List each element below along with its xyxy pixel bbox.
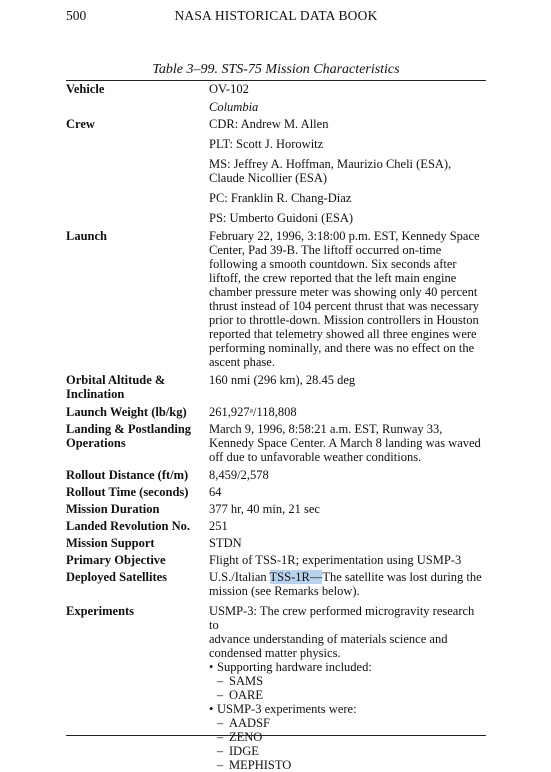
table-title: Table 3–99. STS-75 Mission Characteristics — [152, 62, 400, 77]
crew-ms-cont: Claude Nicollier (ESA) — [209, 171, 328, 185]
table-row-support — [66, 536, 486, 550]
crew-ps: PS: Umberto Guidoni (ESA) — [209, 211, 354, 225]
mission-table — [66, 82, 486, 772]
table-row-objective — [66, 553, 486, 567]
text-line: off due to unfavorable weather conditions. — [209, 450, 422, 464]
text-line: mission (see Remarks below). — [209, 584, 360, 598]
list-item — [209, 758, 486, 772]
running-header — [66, 8, 486, 28]
table-row-rollout-time — [66, 485, 486, 499]
label-line: Orbital Altitude & — [66, 373, 166, 387]
text-line: February 22, 1996, 3:18:00 p.m. EST, Kennedy Space — [209, 229, 480, 243]
label-line: Inclination — [66, 387, 125, 401]
table-row-launch — [66, 229, 486, 369]
crew-pc: PC: Franklin R. Chang-Diaz — [209, 191, 352, 205]
bullet-icon: • — [209, 660, 214, 674]
table-row-revolution — [66, 519, 486, 533]
table-top-rule — [66, 80, 486, 81]
list-item-text: MEPHISTO — [229, 758, 292, 772]
list-item-text: ZENO — [229, 730, 263, 744]
row-label: Mission Support — [66, 536, 155, 550]
dash-icon: – — [217, 688, 224, 702]
list-item-text: IDGE — [229, 744, 259, 758]
text-line: following a smooth countdown. Six seconds after — [209, 257, 457, 271]
row-value — [209, 422, 486, 464]
row-value — [209, 229, 486, 369]
table-row-vehicle — [66, 82, 486, 114]
row-label: Experiments — [66, 604, 135, 618]
crew-plt: PLT: Scott J. Horowitz — [209, 137, 324, 151]
text-line: advance understanding of materials science and — [209, 632, 448, 646]
text-line: Center, Pad 39-B. The liftoff occurred on-time — [209, 243, 442, 257]
text-line: ascent phase. — [209, 355, 275, 369]
list-item — [209, 730, 486, 744]
table-row-landing — [66, 422, 486, 464]
dash-icon: – — [217, 730, 224, 744]
list-item — [209, 744, 486, 758]
table-row-launch-weight — [66, 405, 486, 419]
row-label: Vehicle — [66, 82, 105, 96]
row-value — [209, 117, 486, 225]
row-label: Landed Revolution No. — [66, 519, 190, 533]
page-number: 500 — [66, 8, 87, 23]
row-value: 160 nmi (296 km), 28.45 deg — [209, 373, 356, 387]
row-value: 261,927ᵃ/118,808 — [209, 405, 297, 419]
row-value — [209, 82, 486, 114]
text-line: March 9, 1996, 8:58:21 a.m. EST, Runway 33, — [209, 422, 443, 436]
table-row-satellites — [66, 570, 486, 598]
table-row-experiments — [66, 604, 486, 772]
text-line: prior to throttle-down. Mission controllers in Houston — [209, 313, 479, 327]
dash-icon: – — [217, 758, 224, 772]
list-item — [209, 702, 486, 716]
row-value: 251 — [209, 519, 228, 533]
row-label — [66, 373, 209, 401]
dash-icon: – — [217, 744, 224, 758]
row-value: 8,459/2,578 — [209, 468, 269, 482]
row-label: Launch — [66, 229, 107, 243]
row-value — [209, 604, 486, 772]
row-value: 64 — [209, 485, 222, 499]
dash-icon: – — [217, 674, 224, 688]
crew-cdr: CDR: Andrew M. Allen — [209, 117, 329, 131]
vehicle-id: OV-102 — [209, 82, 249, 96]
table-row-duration — [66, 502, 486, 516]
row-label: Launch Weight (lb/kg) — [66, 405, 187, 419]
vehicle-name: Columbia — [209, 100, 259, 114]
text-line: chamber pressure meter was showing only 40 percent — [209, 285, 478, 299]
row-value: Flight of TSS-1R; experimentation using USMP-3 — [209, 553, 462, 567]
table-bottom-rule — [66, 735, 486, 736]
text-line: performing nominally, and there was no effect on the — [209, 341, 475, 355]
list-item-text: OARE — [229, 688, 264, 702]
list-item — [209, 688, 486, 702]
highlighted-text[interactable]: TSS-1R— — [269, 570, 323, 584]
dash-icon: – — [217, 716, 224, 730]
table-row-crew — [66, 117, 486, 225]
crew-ms: MS: Jeffrey A. Hoffman, Maurizio Cheli (ESA), — [209, 157, 452, 171]
row-value: 377 hr, 40 min, 21 sec — [209, 502, 320, 516]
text-line — [209, 570, 486, 584]
bullet-icon: • — [209, 702, 214, 716]
list-heading: USMP-3 experiments were: — [217, 702, 357, 716]
table-row-rollout-distance — [66, 468, 486, 482]
list-item — [209, 674, 486, 688]
row-value — [209, 570, 486, 598]
row-label: Deployed Satellites — [66, 570, 168, 584]
list-item — [209, 716, 486, 730]
label-line: Landing & Postlanding — [66, 422, 192, 436]
text-span: U.S./Italian — [209, 570, 270, 584]
list-item-text: SAMS — [229, 674, 264, 688]
text-line: thrust instead of 104 percent thrust that was necessary — [209, 299, 480, 313]
list-heading: Supporting hardware included: — [217, 660, 372, 674]
list-item — [209, 660, 486, 674]
row-value: STDN — [209, 536, 242, 550]
text-line: Kennedy Space Center. A March 8 landing was waved — [209, 436, 481, 450]
row-label: Primary Objective — [66, 553, 166, 567]
text-span: The satellite was lost during the — [322, 570, 482, 584]
label-line: Operations — [66, 436, 126, 450]
row-label — [66, 422, 209, 464]
row-label: Crew — [66, 117, 95, 131]
list-item-text: AADSF — [229, 716, 270, 730]
text-line: reported that telemetry showed all three engines were — [209, 327, 477, 341]
text-line: condensed matter physics. — [209, 646, 341, 660]
table-row-orbit — [66, 373, 486, 401]
row-label: Rollout Time (seconds) — [66, 485, 189, 499]
row-label: Mission Duration — [66, 502, 160, 516]
text-line: liftoff, the crew reported that the left main engine — [209, 271, 457, 285]
row-label: Rollout Distance (ft/m) — [66, 468, 189, 482]
book-title: NASA HISTORICAL DATA BOOK — [174, 8, 378, 23]
text-line: USMP-3: The crew performed microgravity research to — [209, 604, 475, 632]
